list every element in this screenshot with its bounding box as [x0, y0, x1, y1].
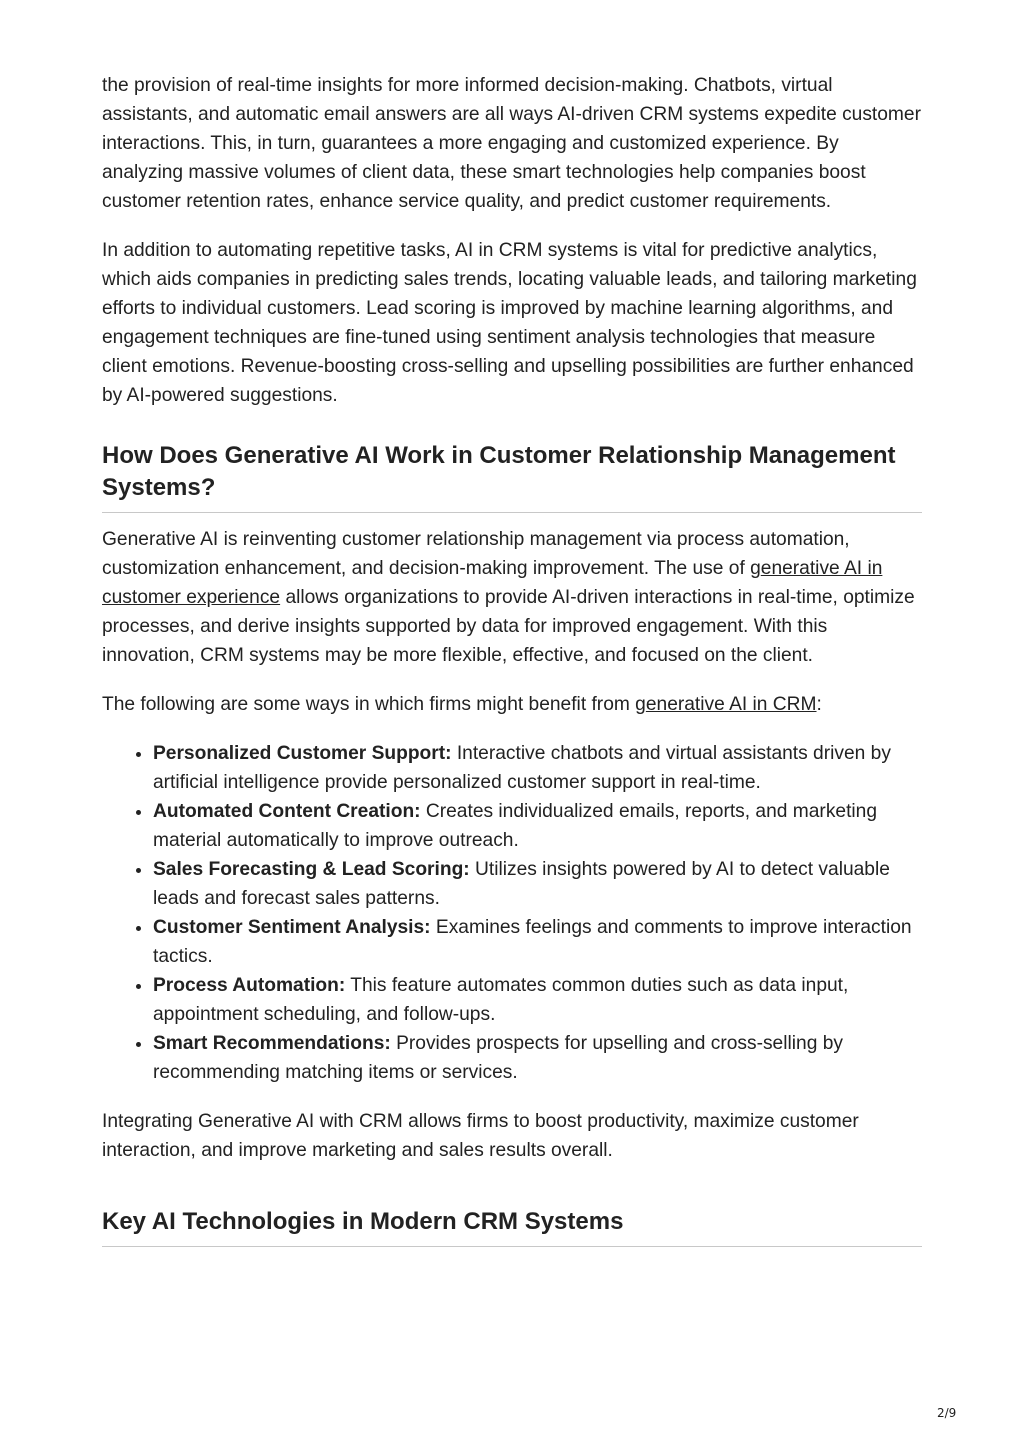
list-item	[153, 739, 922, 797]
text-span: allows organizations to provide AI-driven interactions in real-time, optimize processes, and derive insights supported by data for improved engagement. With this innovation, CRM systems may be more flexible, effective, and focused on the client.	[102, 587, 915, 666]
list-item	[153, 1029, 922, 1087]
list-item-term: Customer Sentiment Analysis:	[153, 917, 431, 938]
body-paragraph: In addition to automating repetitive tasks, AI in CRM systems is vital for predictive analytics, which aids companies in predicting sales trends, locating valuable leads, and tailoring marketing efforts to individual customers. Lead scoring is improved by machine learning algorithms, and engagement techniques are fine-tuned using sentiment analysis technologies that measure client emotions. Revenue-boosting cross-selling and upselling possibilities are further enhanced by AI-powered suggestions.	[102, 240, 917, 406]
list-item-text: Examines feelings and comments to improve interaction tactics.	[153, 917, 912, 967]
benefits-list	[102, 739, 922, 1087]
generative-ai-customer-experience-link[interactable]: enerative AI in customer experience	[102, 558, 883, 608]
list-item-text: Utilizes insights powered by AI to detect valuable leads and forecast sales patterns.	[153, 859, 890, 909]
list-item	[153, 797, 922, 855]
body-paragraph	[102, 525, 922, 670]
list-item	[153, 971, 922, 1029]
document-page	[102, 71, 922, 1259]
section-heading-block	[102, 440, 922, 513]
list-item	[153, 855, 922, 913]
list-item-term: Sales Forecasting & Lead Scoring:	[153, 859, 470, 880]
list-item-term: Personalized Customer Support:	[153, 743, 452, 764]
generative-ai-in-crm-link[interactable]: enerative AI in CRM	[645, 694, 817, 715]
page-number: 2/9	[937, 1406, 957, 1420]
list-item-term: Automated Content Creation:	[153, 801, 421, 822]
list-item-text: Interactive chatbots and virtual assistants driven by artificial intelligence provide personalized customer support in real-time.	[153, 743, 891, 793]
list-item-text: This feature automates common duties such as data input, appointment scheduling, and follow-ups.	[153, 975, 849, 1025]
list-item-term: Smart Recommendations:	[153, 1033, 391, 1054]
body-paragraph: Integrating Generative AI with CRM allows firms to boost productivity, maximize customer interaction, and improve marketing and sales results overall.	[102, 1111, 859, 1161]
list-item-text: Creates individualized emails, reports, and marketing material automatically to improve outreach.	[153, 801, 878, 851]
text-span: The following are some ways in which firms might benefit from g	[102, 694, 646, 715]
body-paragraph	[102, 690, 922, 719]
section-heading: How Does Generative AI Work in Customer Relationship Management Systems?	[102, 442, 896, 501]
section-heading-block	[102, 1206, 922, 1247]
list-item-term: Process Automation:	[153, 975, 346, 996]
list-item-text: Provides prospects for upselling and cross-selling by recommending matching items or services.	[153, 1033, 843, 1083]
section-heading: Key AI Technologies in Modern CRM Systems	[102, 1208, 624, 1235]
text-span: :	[816, 694, 822, 715]
body-paragraph: the provision of real-time insights for more informed decision-making. Chatbots, virtual assistants, and automatic email answers are all ways AI-driven CRM systems expedite customer interactions. This, in turn, guarantees a more engaging and customized experience. By analyzing massive volumes of client data, these smart technologies help companies boost customer retention rates, enhance service quality, and predict customer requirements.	[102, 75, 921, 212]
list-item	[153, 913, 922, 971]
text-span: Generative AI is reinventing customer relationship management via process automation, customization enhancement, and decision-making improvement. The use of g	[102, 529, 850, 579]
